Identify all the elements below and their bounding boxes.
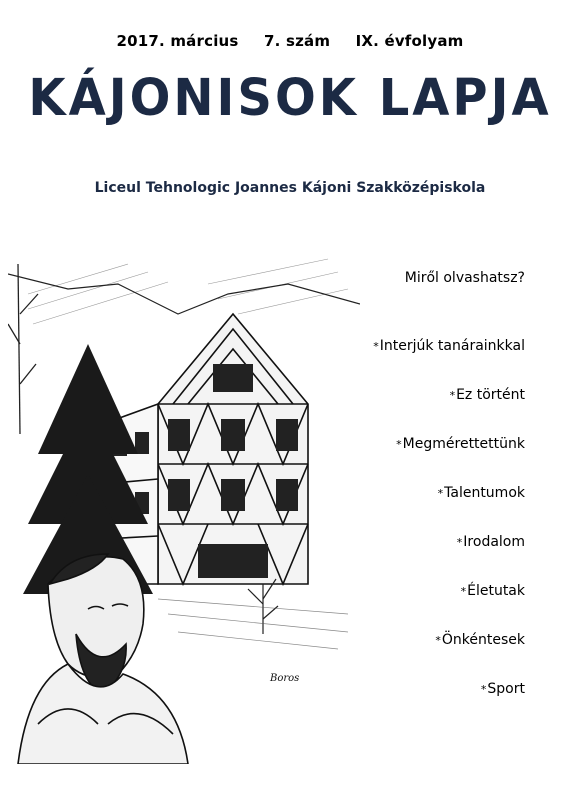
asterisk-icon: * — [449, 389, 456, 402]
toc-item-label: Talentumok — [444, 485, 525, 501]
toc-item-label: Interjúk tanárainkkal — [379, 338, 525, 354]
asterisk-icon: * — [437, 487, 444, 500]
toc-item — [340, 583, 525, 632]
issue-number: 7. szám — [263, 32, 331, 50]
asterisk-icon: * — [373, 340, 379, 353]
asterisk-icon: * — [456, 536, 463, 549]
toc-item-label: Sport — [487, 681, 525, 697]
school-name: Liceul Tehnologic Joannes Kájoni Szakközépiskola — [94, 180, 486, 196]
table-of-contents — [340, 338, 525, 730]
toc-item — [340, 436, 525, 485]
asterisk-icon: * — [480, 683, 487, 696]
toc-item — [340, 387, 525, 436]
toc-heading: Miről olvashatsz? — [404, 270, 525, 286]
toc-item-label: Irodalom — [463, 534, 525, 550]
asterisk-icon: * — [435, 634, 441, 647]
issue-date: 2017. március — [116, 32, 239, 50]
asterisk-icon: * — [460, 585, 467, 598]
toc-item-label: Megmérettettünk — [402, 436, 525, 452]
asterisk-icon: * — [396, 438, 402, 451]
cover-illustration — [8, 254, 360, 764]
toc-item — [340, 485, 525, 534]
toc-item — [340, 534, 525, 583]
magazine-title: KÁJONISOK LAPJA — [28, 68, 552, 128]
toc-item — [340, 632, 525, 681]
toc-item — [340, 681, 525, 730]
toc-item — [340, 338, 525, 387]
artist-signature: Boros — [270, 673, 300, 684]
issue-volume: IX. évfolyam — [355, 32, 464, 50]
toc-item-label: Életutak — [467, 583, 525, 599]
toc-item-label: Önkéntesek — [441, 632, 525, 648]
toc-item-label: Ez történt — [456, 387, 525, 403]
issue-line — [0, 32, 580, 50]
